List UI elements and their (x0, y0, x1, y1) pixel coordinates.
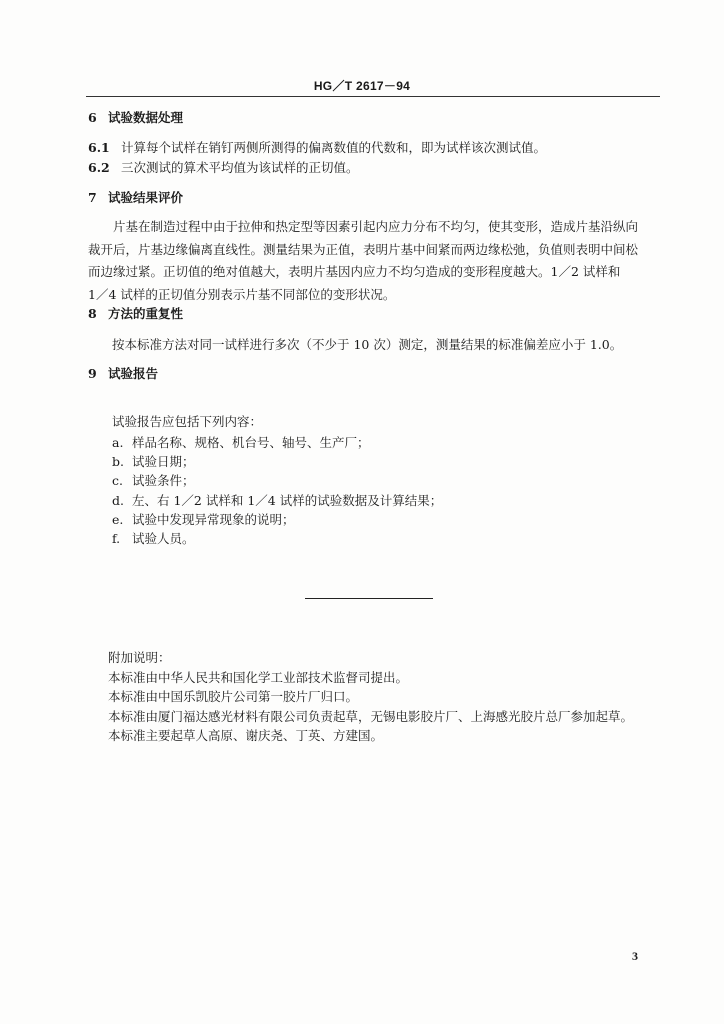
list-marker: c. (112, 473, 123, 488)
end-divider (305, 598, 433, 599)
list-text: 试验人员。 (132, 531, 195, 546)
list-text: 样品名称、规格、机台号、轴号、生产厂； (132, 435, 370, 450)
section-7-heading (88, 190, 183, 206)
note-line: 本标准由厦门福达感光材料有限公司负责起草，无锡电影胶片厂、上海感光胶片总厂参加起草。 (108, 709, 634, 724)
report-item-d (112, 493, 442, 509)
page-number: 3 (632, 949, 638, 963)
report-item-a (112, 435, 370, 451)
list-marker: f. (112, 531, 121, 546)
clause-text: 计算每个试样在销钉两侧所测得的偏离数值的代数和，即为试样该次测试值。 (121, 140, 547, 155)
note-line: 本标准由中国乐凯胶片公司第一胶片厂归口。 (108, 689, 359, 704)
clause-text: 三次测试的算术平均值为该试样的正切值。 (121, 160, 359, 175)
paragraph-line: 片基在制造过程中由于拉伸和热定型等因素引起内应力分布不均匀，使其变形，造成片基沿纵向 (113, 219, 639, 234)
note-line: 本标准由中华人民共和国化学工业部技术监督司提出。 (108, 670, 409, 685)
section-number: 6 (88, 110, 97, 125)
note-line: 本标准主要起草人高原、谢庆尧、丁英、方建国。 (108, 728, 384, 743)
list-marker: d. (112, 493, 124, 508)
report-item-c (112, 473, 195, 489)
report-item-f (112, 531, 195, 547)
section-8-heading (88, 306, 183, 322)
clause-number: 6.1 (88, 140, 110, 155)
standard-code-header: HG／T 2617－94 (313, 79, 411, 93)
list-text: 试验日期； (132, 454, 195, 469)
section-title: 试验报告 (108, 366, 159, 381)
section-number: 8 (88, 306, 97, 321)
list-text: 试验条件； (132, 473, 195, 488)
clause-6-1 (88, 140, 546, 156)
section-7-paragraph (88, 216, 660, 306)
clause-number: 6.2 (88, 160, 110, 175)
list-marker: e. (112, 512, 124, 527)
section-title: 试验数据处理 (108, 110, 184, 125)
report-item-b (112, 454, 195, 470)
section-9-heading (88, 366, 158, 382)
list-marker: a. (112, 435, 124, 450)
section-number: 9 (88, 366, 97, 381)
report-item-e (112, 512, 295, 528)
section-6-heading (88, 110, 183, 126)
list-marker: b. (112, 454, 124, 469)
paragraph-line: 1／4 试样的正切值分别表示片基不同部位的变形状况。 (88, 286, 396, 302)
section-title: 方法的重复性 (108, 306, 184, 321)
clause-6-2 (88, 160, 359, 176)
section-8-text: 按本标准方法对同一试样进行多次（不少于 10 次）测定，测量结果的标准偏差应小于 1.0。 (112, 337, 623, 352)
paragraph-line: 而边缘过紧。正切值的绝对值越大，表明片基因内应力不均匀造成的变形程度越大。1／2 试样和 (88, 264, 621, 279)
section-number: 7 (88, 190, 97, 205)
list-text: 试验中发现异常现象的说明； (132, 512, 295, 527)
header-rule (86, 96, 660, 97)
notes-heading: 附加说明： (108, 650, 171, 665)
list-text: 左、右 1／2 试样和 1／4 试样的试验数据及计算结果； (132, 493, 443, 508)
report-intro: 试验报告应包括下列内容： (112, 414, 263, 429)
section-title: 试验结果评价 (108, 190, 184, 205)
paragraph-line: 裁开后，片基边缘偏离直线性。测量结果为正值，表明片基中间紧而两边缘松弛，负值则表明中间松 (88, 241, 639, 257)
